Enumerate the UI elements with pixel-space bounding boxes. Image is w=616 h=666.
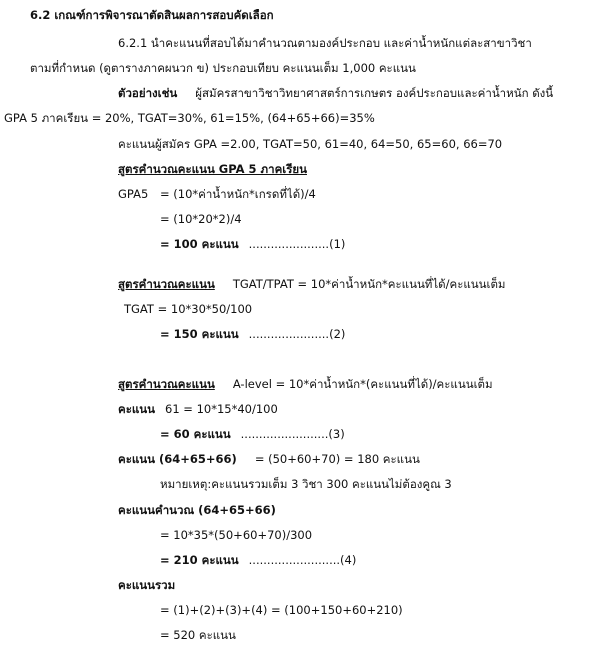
tgat-calc-line: TGAT = 10*30*50/100 <box>124 302 253 316</box>
alevel-formula-line <box>118 376 493 392</box>
example-line <box>118 85 553 101</box>
score-61-result: = 60 คะแนน <box>160 427 231 441</box>
combo-score-calc: = (50+60+70) = 180 คะแนน <box>254 452 420 466</box>
gpa-result-ref: ......................(1) <box>248 237 346 251</box>
tgat-result-line <box>160 326 345 342</box>
alevel-formula-title: สูตรคำนวณคะแนน <box>118 377 215 391</box>
tgat-formula: TGAT/TPAT = 10*ค่าน้ำหนัก*คะแนนที่ได้/คะแนนเต็ม <box>232 277 506 291</box>
combo-score-label: คะแนน (64+65+66) <box>118 452 237 466</box>
weights-line: GPA 5 ภาคเรียน = 20%, TGAT=30%, 61=15%, (64+65+66)=35% <box>4 111 375 125</box>
gpa-result-line <box>160 236 345 252</box>
alevel-formula: A-level = 10*ค่าน้ำหนัก*(คะแนนที่ได้)/คะแนนเต็ม <box>232 377 493 391</box>
tgat-result-ref: ......................(2) <box>248 327 346 341</box>
computed-score-calc: = 10*35*(50+60+70)/300 <box>160 528 313 542</box>
gpa-label: GPA5 <box>118 187 149 201</box>
combo-score-line <box>118 451 420 467</box>
example-text: ผู้สมัครสาขาวิชาวิทยาศาสตร์การเกษตร องค์ประกอบและค่าน้ำหนัก ดังนี้ <box>195 86 554 100</box>
paragraph-line-2: ตามที่กำหนด (ดูตารางภาคผนวก ข) ประกอบเทียบ คะแนนเต็ม 1,000 คะแนน <box>30 61 416 75</box>
total-calc-line: = (1)+(2)+(3)+(4) = (100+150+60+210) <box>160 603 403 617</box>
section-heading: 6.2 เกณฑ์การพิจารณาตัดสินผลการสอบคัดเลือก <box>30 8 274 22</box>
score-61-result-line <box>160 426 345 442</box>
gpa-calc-line: = (10*20*2)/4 <box>160 212 242 226</box>
note-line: หมายเหตุ:คะแนนรวมเต็ม 3 วิชา 300 คะแนนไม่ต้องคูณ 3 <box>160 477 452 491</box>
gpa-formula-line: = (10*ค่าน้ำหนัก*เกรดที่ได้)/4 <box>160 187 316 201</box>
total-title: คะแนนรวม <box>118 578 176 592</box>
paragraph-line-1: 6.2.1 นำคะแนนที่สอบได้มาคำนวณตามองค์ประกอบ และค่าน้ำหนักแต่ละสาขาวิชา <box>118 36 532 50</box>
tgat-formula-title: สูตรคำนวณคะแนน <box>118 277 215 291</box>
tgat-result-value: = 150 คะแนน <box>160 327 239 341</box>
computed-score-result-line <box>160 552 356 568</box>
applicant-scores-line: คะแนนผู้สมัคร GPA =2.00, TGAT=50, 61=40, 64=50, 65=60, 66=70 <box>118 137 503 151</box>
example-label: ตัวอย่างเช่น <box>118 86 178 100</box>
computed-score-result: = 210 คะแนน <box>160 553 239 567</box>
score-61-label: คะแนน <box>118 402 156 416</box>
score-61-line <box>118 401 278 417</box>
computed-score-label: คะแนนคำนวณ (64+65+66) <box>118 503 276 517</box>
tgat-formula-line <box>118 276 506 292</box>
total-result-line: = 520 คะแนน <box>160 628 236 642</box>
score-61-calc: 61 = 10*15*40/100 <box>165 402 278 416</box>
score-61-ref: ........................(3) <box>240 427 345 441</box>
gpa-formula-title: สูตรคำนวณคะแนน GPA 5 ภาคเรียน <box>118 162 307 176</box>
computed-score-ref: .........................(4) <box>248 553 357 567</box>
gpa-result-value: = 100 คะแนน <box>160 237 239 251</box>
